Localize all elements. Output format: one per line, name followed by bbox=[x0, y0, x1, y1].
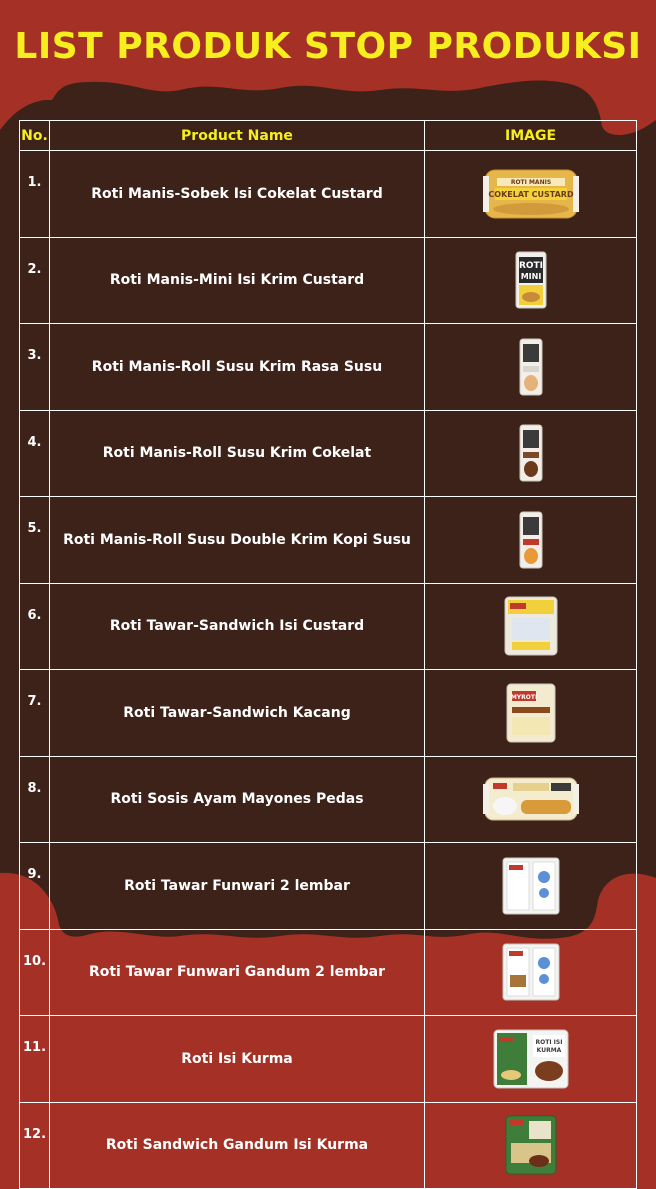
product-name: Roti Manis-Mini Isi Krim Custard bbox=[50, 237, 425, 324]
table-row bbox=[20, 756, 637, 843]
product-image-cell bbox=[425, 410, 637, 497]
product-image-cell bbox=[425, 929, 637, 1016]
sandwich-custard-image bbox=[504, 596, 558, 656]
funwari-wheat-image bbox=[502, 943, 560, 1001]
product-name: Roti Sosis Ayam Mayones Pedas bbox=[50, 756, 425, 843]
svg-text:ROTI ISI: ROTI ISI bbox=[535, 1038, 562, 1046]
row-number: 12. bbox=[20, 1102, 50, 1189]
row-number: 10. bbox=[20, 929, 50, 1016]
svg-text:KURMA: KURMA bbox=[536, 1046, 561, 1054]
product-name: Roti Manis-Roll Susu Double Krim Kopi Susu bbox=[50, 497, 425, 584]
svg-text:ROTI: ROTI bbox=[518, 261, 543, 272]
row-number: 4. bbox=[20, 410, 50, 497]
product-image-cell bbox=[425, 324, 637, 411]
table-row bbox=[20, 324, 637, 411]
page-title: LIST PRODUK STOP PRODUKSI bbox=[14, 26, 642, 67]
product-name: Roti Manis-Roll Susu Krim Rasa Susu bbox=[50, 324, 425, 411]
table-row bbox=[20, 1016, 637, 1103]
funwari-image bbox=[502, 857, 560, 915]
roll-coffee-image bbox=[518, 511, 544, 569]
product-image-cell bbox=[425, 237, 637, 324]
table-row bbox=[20, 929, 637, 1016]
table-row bbox=[20, 670, 637, 757]
product-name: Roti Isi Kurma bbox=[50, 1016, 425, 1103]
table-row bbox=[20, 583, 637, 670]
row-number: 7. bbox=[20, 670, 50, 757]
sandwich-peanut-image bbox=[506, 683, 556, 743]
table-row bbox=[20, 1102, 637, 1189]
custard-chocolate-bread-image bbox=[483, 166, 579, 222]
product-image-cell bbox=[425, 843, 637, 930]
date-bread-image bbox=[493, 1029, 569, 1089]
product-table bbox=[19, 120, 637, 1189]
product-name: Roti Tawar Funwari 2 lembar bbox=[50, 843, 425, 930]
product-name: Roti Sandwich Gandum Isi Kurma bbox=[50, 1102, 425, 1189]
row-number: 1. bbox=[20, 151, 50, 238]
row-number: 3. bbox=[20, 324, 50, 411]
row-number: 9. bbox=[20, 843, 50, 930]
header-no: No. bbox=[20, 121, 50, 151]
row-number: 2. bbox=[20, 237, 50, 324]
product-image-cell bbox=[425, 1016, 637, 1103]
product-image-cell bbox=[425, 670, 637, 757]
product-image-cell bbox=[425, 497, 637, 584]
product-image-cell bbox=[425, 756, 637, 843]
svg-text:COKELAT CUSTARD: COKELAT CUSTARD bbox=[487, 189, 574, 199]
svg-text:MINI: MINI bbox=[520, 272, 541, 282]
table-header-row bbox=[20, 121, 637, 151]
mini-bread-image bbox=[514, 251, 548, 309]
row-number: 5. bbox=[20, 497, 50, 584]
product-image-cell bbox=[425, 1102, 637, 1189]
roll-chocolate-image bbox=[518, 424, 544, 482]
table-row bbox=[20, 151, 637, 238]
roll-milk-image bbox=[518, 338, 544, 396]
row-number: 6. bbox=[20, 583, 50, 670]
row-number: 11. bbox=[20, 1016, 50, 1103]
table-row bbox=[20, 497, 637, 584]
product-image-cell bbox=[425, 583, 637, 670]
product-name: Roti Manis-Roll Susu Krim Cokelat bbox=[50, 410, 425, 497]
header-image: IMAGE bbox=[425, 121, 637, 151]
svg-text:ROTI MANIS: ROTI MANIS bbox=[510, 178, 551, 186]
svg-text:MYROTI: MYROTI bbox=[510, 693, 537, 701]
product-image-cell bbox=[425, 151, 637, 238]
table-row bbox=[20, 237, 637, 324]
product-name: Roti Tawar-Sandwich Kacang bbox=[50, 670, 425, 757]
sausage-bread-image bbox=[483, 774, 579, 824]
product-name: Roti Tawar Funwari Gandum 2 lembar bbox=[50, 929, 425, 1016]
product-name: Roti Manis-Sobek Isi Cokelat Custard bbox=[50, 151, 425, 238]
wheat-date-sandwich-image bbox=[505, 1115, 557, 1175]
product-name: Roti Tawar-Sandwich Isi Custard bbox=[50, 583, 425, 670]
table-row bbox=[20, 843, 637, 930]
row-number: 8. bbox=[20, 756, 50, 843]
header-product-name: Product Name bbox=[50, 121, 425, 151]
table-row bbox=[20, 410, 637, 497]
